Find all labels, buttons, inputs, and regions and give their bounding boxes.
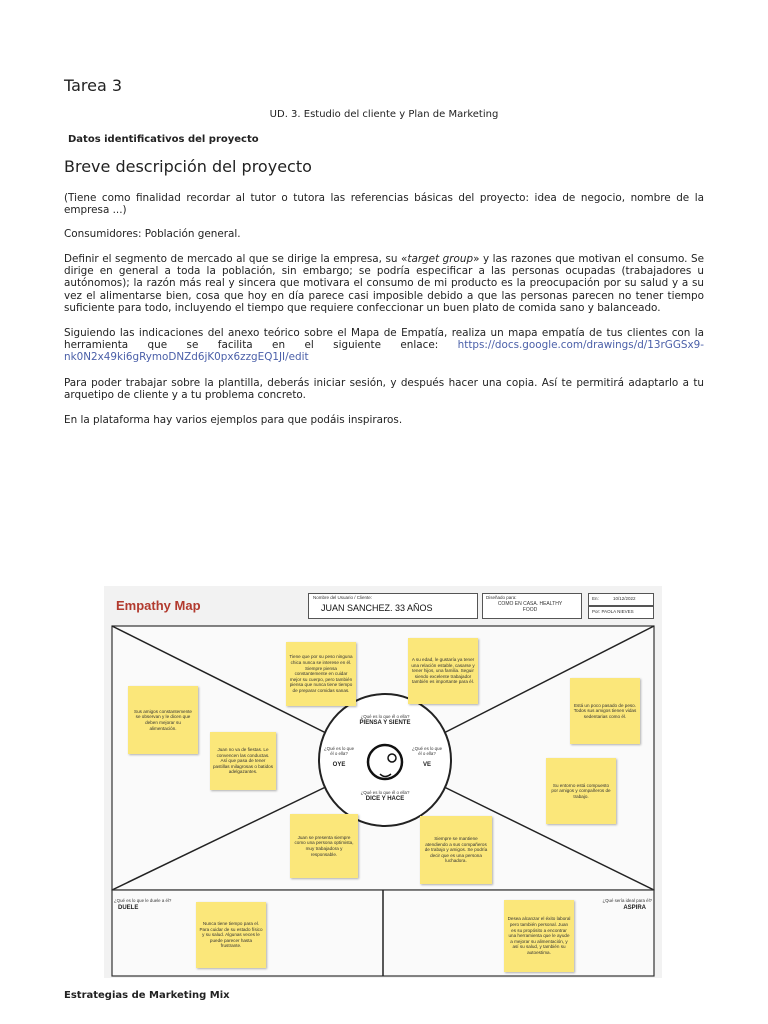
sticky-piensa-2: A su edad, le gustaría ya tener una relación estable, casarse y tener hijos, una familia. Seguir siendo excelente trabajador también es importante para él. — [408, 638, 478, 704]
name-box — [308, 593, 478, 619]
para-segmento-b: » y las razones que motivan el consumo. Se dirige en general a toda la población, sin embargo; se podría especificar a las personas ocupadas (trabajadores u autónomos); la razón más real y sincera que motivara el consumo de mi producto es la preocupación por su salud y a su vez el alimentarse bien, cosa que hoy en día parece casi imposible debido a que las personas parecen no tener tiempo suficiente para todo, incluyendo el tiempo que requiere confeccionar un buen plato de comida sano y balanceado. — [64, 253, 705, 314]
section-estrategias: Estrategias de Marketing Mix — [64, 990, 230, 1001]
empathy-map-title: Empathy Map — [116, 598, 201, 613]
zone-dice-name: DICE Y HACE — [365, 796, 405, 802]
heading-breve-descripcion: Breve descripción del proyecto — [64, 157, 312, 176]
zone-duele-name: DUELE — [118, 905, 139, 911]
zone-dice-question: ¿Qué es lo que él o ella? — [360, 790, 410, 795]
sticky-dice-1: Juan se presenta siempre como una persona optimista, muy trabajadora y responsable. — [290, 814, 358, 878]
para-mapa — [64, 327, 704, 364]
sticky-ve-1: Está un poco pasado de peso. Todos sus amigos tienen vidas sedentarias como él. — [570, 678, 640, 744]
date-box — [588, 593, 654, 606]
zone-aspira-name: ASPIRA — [623, 905, 646, 911]
empathy-map-image — [104, 586, 662, 978]
sticky-ve-2: Su entorno está compuesto por amigos y compañeros de trabajo. — [546, 758, 616, 824]
zone-piensa-name: PIENSA Y SIENTE — [359, 720, 411, 726]
author-label: Por: PAOLA NIEVES — [592, 609, 634, 614]
author-box — [588, 606, 654, 619]
name-value: JUAN SANCHEZ. 33 AÑOS — [321, 603, 433, 613]
date-label: En: — [592, 596, 599, 601]
zone-ve-question: ¿Qué es lo que él o ella? — [411, 746, 443, 756]
sticky-oye-1: Sus amigos constantemente se observan y le dicen que deben mejorar su alimentación. — [128, 686, 198, 754]
para-segmento — [64, 253, 704, 314]
document-subtitle: UD. 3. Estudio del cliente y Plan de Marketing — [269, 109, 499, 120]
zone-piensa-question: ¿Qué es lo que él o ella? — [360, 714, 410, 719]
para-mapa-text: Siguiendo las indicaciones del anexo teórico sobre el Mapa de Empatía, realiza un mapa empatía de tus clientes con la herramienta que se facilita en el siguiente enlace: — [64, 327, 704, 352]
project-label: Diseñado para: — [486, 595, 517, 600]
zone-ve-name: VE — [422, 762, 431, 768]
sticky-oye-2: Juan no va de fiestas. Le convencen las conductas. Así que pasa de tener pastillas milagrosas o batidos adelgazantes. — [210, 732, 276, 790]
para-consumidores: Consumidores: Población general. — [64, 228, 241, 240]
sticky-aspira-1: Desea alcanzar el éxito laboral pero también personal. Juan es su propósito a encontrar una herramienta que le ayude a mejorar su alimentación, y así su salud, y también su autoestima. — [504, 900, 574, 972]
para-ejemplos: En la plataforma hay varios ejemplos para que podáis inspiraros. — [64, 414, 403, 426]
section-datos-identificativos: Datos identificativos del proyecto — [68, 134, 259, 145]
name-label: Nombre del Usuario / Cliente: — [313, 595, 373, 600]
para-plantilla: Para poder trabajar sobre la plantilla, deberás iniciar sesión, y después hacer una copia. Así te permitirá adaptarlo a tu arquetipo de cliente y a tu problema concreto. — [64, 377, 704, 402]
sticky-duele-1: Nunca tiene tiempo para el. Para cuidar de su estado físico y su salud. Algunas veces le puede parecer hasta frustrante. — [196, 902, 266, 968]
para-segmento-em: target group — [407, 253, 474, 265]
zone-oye-name: OYE — [332, 762, 346, 768]
zone-oye-question: ¿Qué es lo que él o ella? — [323, 746, 355, 756]
sticky-dice-2: Siempre se mantiene atendiendo a sus compañeros de trabajo y amigos. Se podría decir que es una persona luchadora. — [420, 816, 492, 884]
drawing-link[interactable]: https://docs.google.com/drawings/d/13rGGSx9-nk0N2x49ki6gRymoDNZd6jK0px6zzgEQ1JI/edit — [64, 339, 704, 364]
para-segmento-a: Definir el segmento de mercado al que se dirige la empresa, su « — [64, 253, 408, 265]
project-box — [482, 593, 582, 619]
zone-aspira-question: ¿Qué sería ideal para él? — [602, 898, 652, 903]
para-intro: (Tiene como finalidad recordar al tutor o tutora las referencias básicas del proyecto: idea de negocio, nombre de la empresa ...) — [64, 192, 704, 217]
zone-duele-question: ¿Qué es lo que le duele a él? — [114, 898, 172, 903]
project-value: COMO EN CASA. HEALTHY FOOD — [497, 601, 563, 613]
sticky-piensa-1: Tiene que por su peso ninguna chica nunca se interese en él. Siempre piensa constantemente en cuidar mejor su cuerpo, pero también piensa que nunca tiene tiempo de preparar comidas sanas. — [286, 642, 356, 706]
date-value: 10/12/2022 — [613, 596, 636, 601]
document-title: Tarea 3 — [64, 76, 123, 95]
